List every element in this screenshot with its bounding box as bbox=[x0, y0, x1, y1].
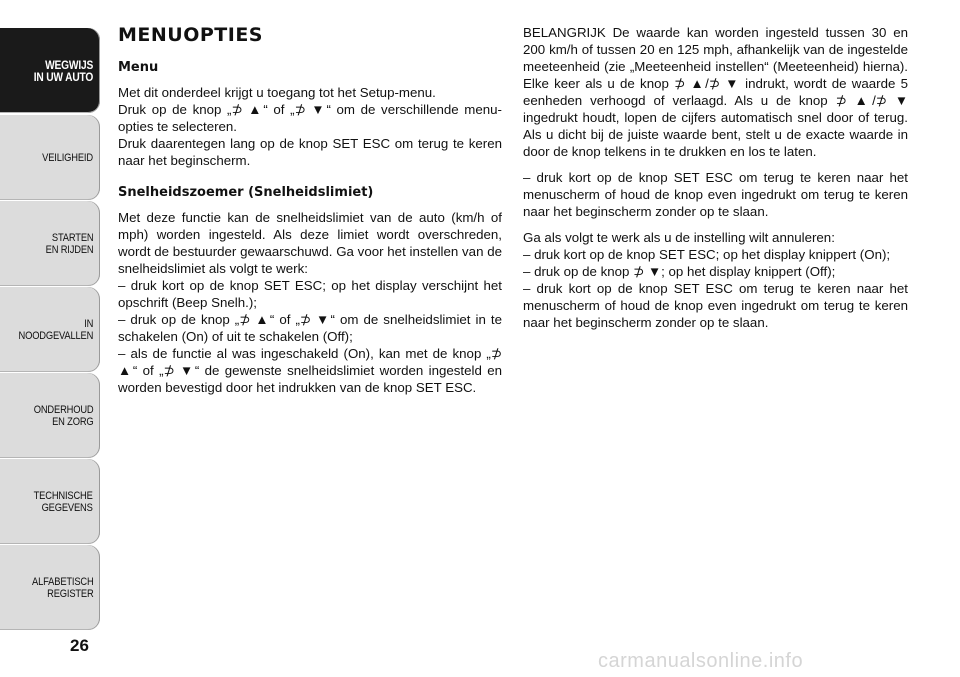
menu-paragraph: Met dit onderdeel krijgt u toegang tot het Setup-menu. bbox=[118, 85, 436, 100]
left-column bbox=[118, 24, 502, 396]
speed-limit-step: – als de functie al was ingeschakeld (On), kan met de knop „⊅ ▲“ of „⊅ ▼“ de gewenste snelheidslimiet worden ingesteld en worden bevestigd door het indrukken van de knop SET ESC. bbox=[118, 346, 502, 395]
tab-label: TECHNISCHE GEGEVENS bbox=[34, 489, 94, 514]
menu-paragraph: Druk daarentegen lang op de knop SET ESC om terug te keren naar het beginscherm. bbox=[118, 136, 502, 168]
tab-label: VEILIGHEID bbox=[42, 151, 94, 164]
tab-technische-gegevens[interactable] bbox=[0, 459, 100, 544]
tab-label: STARTEN EN RIJDEN bbox=[45, 231, 94, 256]
tab-onderhoud-en-zorg[interactable] bbox=[0, 373, 100, 458]
speed-limit-paragraph: Met deze functie kan de snelheidslimiet van de auto (km/h of mph) worden ingesteld. Als deze limiet wordt overschreden, wordt de bestuurder gewaarschuwd. Ga voor het instellen van de snelheidslimiet als volgt te werk: bbox=[118, 210, 502, 276]
tab-label: ONDERHOUD EN ZORG bbox=[33, 403, 94, 428]
cancel-intro: Ga als volgt te werk als u de instelling wilt annuleren: bbox=[523, 230, 835, 245]
tab-in-noodgevallen[interactable] bbox=[0, 287, 100, 372]
watermark: carmanualsonline.info bbox=[598, 650, 804, 672]
tab-starten-en-rijden[interactable] bbox=[0, 201, 100, 286]
page-number: 26 bbox=[70, 636, 89, 655]
menu-heading: Menu bbox=[118, 60, 159, 75]
speed-limit-heading: Snelheidszoemer (Snelheidslimiet) bbox=[118, 185, 374, 200]
cancel-step: – druk op de knop ⊅ ▼; op het display knippert (Off); bbox=[523, 264, 836, 279]
page-title: MENUOPTIES bbox=[118, 24, 263, 46]
tab-alfabetisch-register[interactable] bbox=[0, 545, 100, 630]
speed-limit-step: – druk op de knop „⊅ ▲“ of „⊅ ▼“ om de snelheidslimiet in te schakelen (On) of uit te schakelen (Off); bbox=[118, 312, 502, 344]
tab-label: WEGWIJS IN UW AUTO bbox=[33, 57, 94, 84]
right-column bbox=[523, 24, 908, 331]
cancel-step: – druk kort op de knop SET ESC om terug te keren naar het menuscherm of houd de knop even ingedrukt om terug te keren naar het beginscherm zonder op te slaan. bbox=[523, 281, 908, 330]
tab-label: ALFABETISCH REGISTER bbox=[31, 575, 94, 600]
tab-veiligheid[interactable] bbox=[0, 115, 100, 200]
menu-paragraph: Druk op de knop „⊅ ▲“ of „⊅ ▼“ om de verschillende menu-opties te selecteren. bbox=[118, 102, 502, 134]
chapter-sidebar bbox=[0, 0, 104, 677]
tab-label: IN NOODGEVALLEN bbox=[18, 317, 94, 342]
tab-wegwijs[interactable] bbox=[0, 28, 100, 113]
cancel-step: – druk kort op de knop SET ESC; op het display knippert (On); bbox=[523, 247, 891, 262]
important-note: BELANGRIJK De waarde kan worden ingesteld tussen 30 en 200 km/h of tussen 20 en 125 mph, afhankelijk van de ingestelde meeteenheid (zie „Meeteenheid instellen“ (Meeteenheid) hierna). Elke keer als u de knop ⊅ ▲/⊅ ▼ indrukt, wordt de waarde 5 eenheden verhoogd of verlaagd. Als u de knop ⊅ ▲/⊅ ▼ ingedrukt houdt, lopen de cijfers automatisch snel door of terug. Als u dicht bij de juiste waarde bent, stelt u de exacte waarde in door de knop telkens in te drukken en los te laten. bbox=[523, 25, 908, 159]
instruction-paragraph: – druk kort op de knop SET ESC om terug te keren naar het menuscherm of houd de knop even ingedrukt om terug te keren naar het beginscherm zonder op te slaan. bbox=[523, 170, 908, 219]
speed-limit-step: – druk kort op de knop SET ESC; op het display verschijnt het opschrift (Beep Snelh.); bbox=[118, 278, 502, 310]
